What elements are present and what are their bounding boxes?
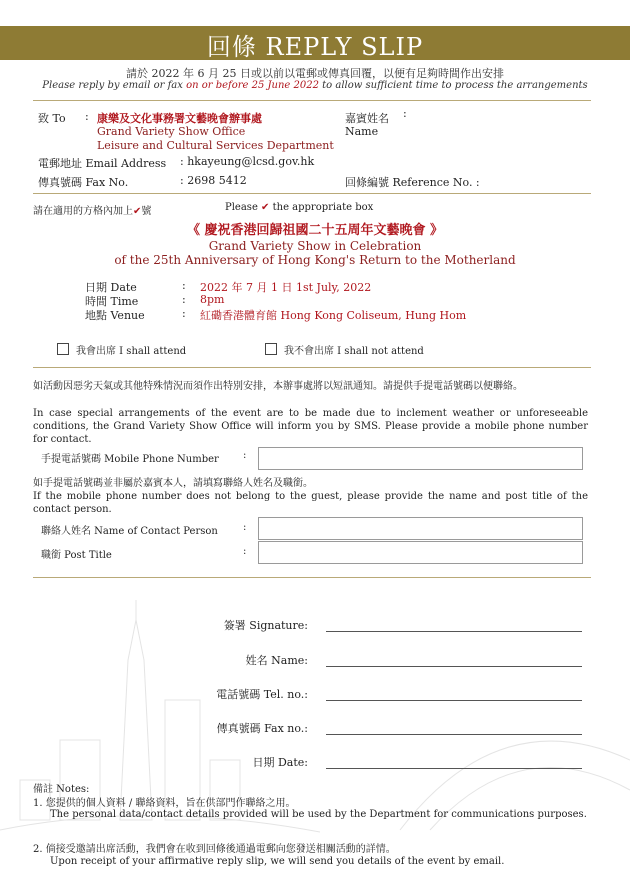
event-date-colon: :: [182, 279, 186, 292]
contact-name-label: 聯絡人姓名 Name of Contact Person: [41, 526, 218, 537]
date-line[interactable]: [326, 768, 582, 769]
event-title-zh: 《 慶祝香港回歸祖國二十五周年文藝晚會 》: [186, 223, 444, 238]
reply-instruction-en: Please reply by email or fax on or before 25 June 2022 to allow sufficient time to process the arrangements: [42, 80, 588, 91]
mobile-label: 手提電話號碼 Mobile Phone Number: [41, 454, 219, 465]
name-label: 姓名 Name:: [245, 654, 308, 667]
tick-icon: ✔: [133, 206, 142, 217]
reply-instruction-zh: 請於 2022 年 6 月 25 日或以前以電郵或傳真回覆，以便有足夠時間作出安排: [126, 67, 504, 80]
event-date-label: 日期 Date: [85, 281, 137, 294]
reply-deadline: on or before 25 June 2022: [186, 80, 319, 91]
to-colon: :: [85, 110, 89, 123]
post-title-colon: :: [243, 546, 247, 557]
name-line[interactable]: [326, 666, 582, 667]
reference-label: 回條編號 Reference No. :: [345, 176, 480, 189]
notes-title: 備註 Notes:: [33, 784, 90, 795]
not-attend-label: 我不會出席 I shall not attend: [284, 346, 424, 357]
special-note-zh: 如活動因惡劣天氣或其他特殊情況而須作出特別安排，本辦事處將以短訊通知。請提供手提電話號碼以便聯絡。: [33, 381, 523, 392]
note-2-zh: 2. 倘接受邀請出席活動，我們會在收到回條後通過電郵向您發送相關活動的詳情。: [33, 844, 396, 855]
to-label: 致 To: [38, 112, 66, 125]
not-attend-checkbox[interactable]: [265, 343, 277, 355]
mobile-input[interactable]: [258, 447, 583, 470]
attend-checkbox[interactable]: [57, 343, 69, 355]
post-title-label: 職銜 Post Title: [41, 550, 112, 561]
divider-attendance: [33, 367, 591, 368]
fax-label: 傳真號碼 Fax No.: [38, 176, 129, 189]
event-time-colon: :: [182, 293, 186, 306]
divider-contact: [33, 577, 591, 578]
divider-recipient: [33, 193, 591, 194]
contact-name-input[interactable]: [258, 517, 583, 540]
note-2-en: Upon receipt of your affirmative reply slip, we will send you details of the event by email.: [50, 856, 505, 867]
fax-value: : 2698 5412: [180, 174, 247, 187]
guest-name-label-en: Name: [345, 125, 379, 138]
tick-instruction-zh: 請在適用的方格內加上✔號: [33, 206, 152, 217]
guest-name-colon: :: [403, 107, 407, 120]
signature-line[interactable]: [326, 631, 582, 632]
event-time-value: 8pm: [200, 293, 225, 306]
event-date-value: 2022 年 7 月 1 日 1st July, 2022: [200, 281, 372, 294]
tick-icon-en: ✔: [261, 202, 270, 213]
divider-top: [33, 100, 591, 101]
page-title: 回條 REPLY SLIP: [206, 33, 424, 61]
mobile-colon: :: [243, 450, 247, 461]
email-value[interactable]: : hkayeung@lcsd.gov.hk: [180, 155, 315, 168]
event-venue-value: 紅磡香港體育館 Hong Kong Coliseum, Hung Hom: [200, 309, 467, 322]
event-title-en-2: of the 25th Anniversary of Hong Kong's Return to the Motherland: [114, 253, 516, 267]
fax-line[interactable]: [326, 734, 582, 735]
event-time-label: 時間 Time: [85, 295, 139, 308]
office-name-en: Grand Variety Show Office: [97, 125, 246, 138]
event-venue-colon: :: [182, 307, 186, 320]
contact-note-zh: 如手提電話號碼並非屬於嘉賓本人，請填寫聯絡人姓名及職銜。: [33, 478, 313, 489]
department-name-en: Leisure and Cultural Services Department: [97, 139, 334, 152]
contact-name-colon: :: [243, 522, 247, 533]
tel-label: 電話號碼 Tel. no.:: [216, 688, 308, 701]
fax-no-label: 傳真號碼 Fax no.:: [216, 722, 308, 735]
event-title-en-1: Grand Variety Show in Celebration: [208, 239, 422, 253]
office-name-zh: 康樂及文化事務署文藝晚會辦事處: [97, 112, 262, 125]
date-label: 日期 Date:: [252, 756, 308, 769]
attend-label: 我會出席 I shall attend: [76, 346, 187, 357]
note-1-en: The personal data/contact details provided will be used by the Department for communications purposes.: [50, 809, 587, 820]
tel-line[interactable]: [326, 700, 582, 701]
signature-label: 簽署 Signature:: [223, 619, 308, 632]
post-title-input[interactable]: [258, 541, 583, 564]
event-venue-label: 地點 Venue: [85, 309, 145, 322]
guest-name-label: 嘉賓姓名: [345, 112, 389, 125]
note-1-zh: 1. 您提供的個人資料 / 聯絡資料，旨在供部門作聯絡之用。: [33, 798, 296, 809]
tick-instruction-en: Please ✔ the appropriate box: [225, 202, 374, 213]
special-note-en: In case special arrangements of the event are to be made due to inclement weather or unforeseeable conditions, the Grand Variety Show Office will inform you by SMS. Please provide a mobile phone number for contact.: [33, 408, 588, 445]
email-label: 電郵地址 Email Address: [38, 157, 167, 170]
contact-note-en: If the mobile phone number does not belong to the guest, please provide the name and post title of the contact person.: [33, 491, 588, 515]
